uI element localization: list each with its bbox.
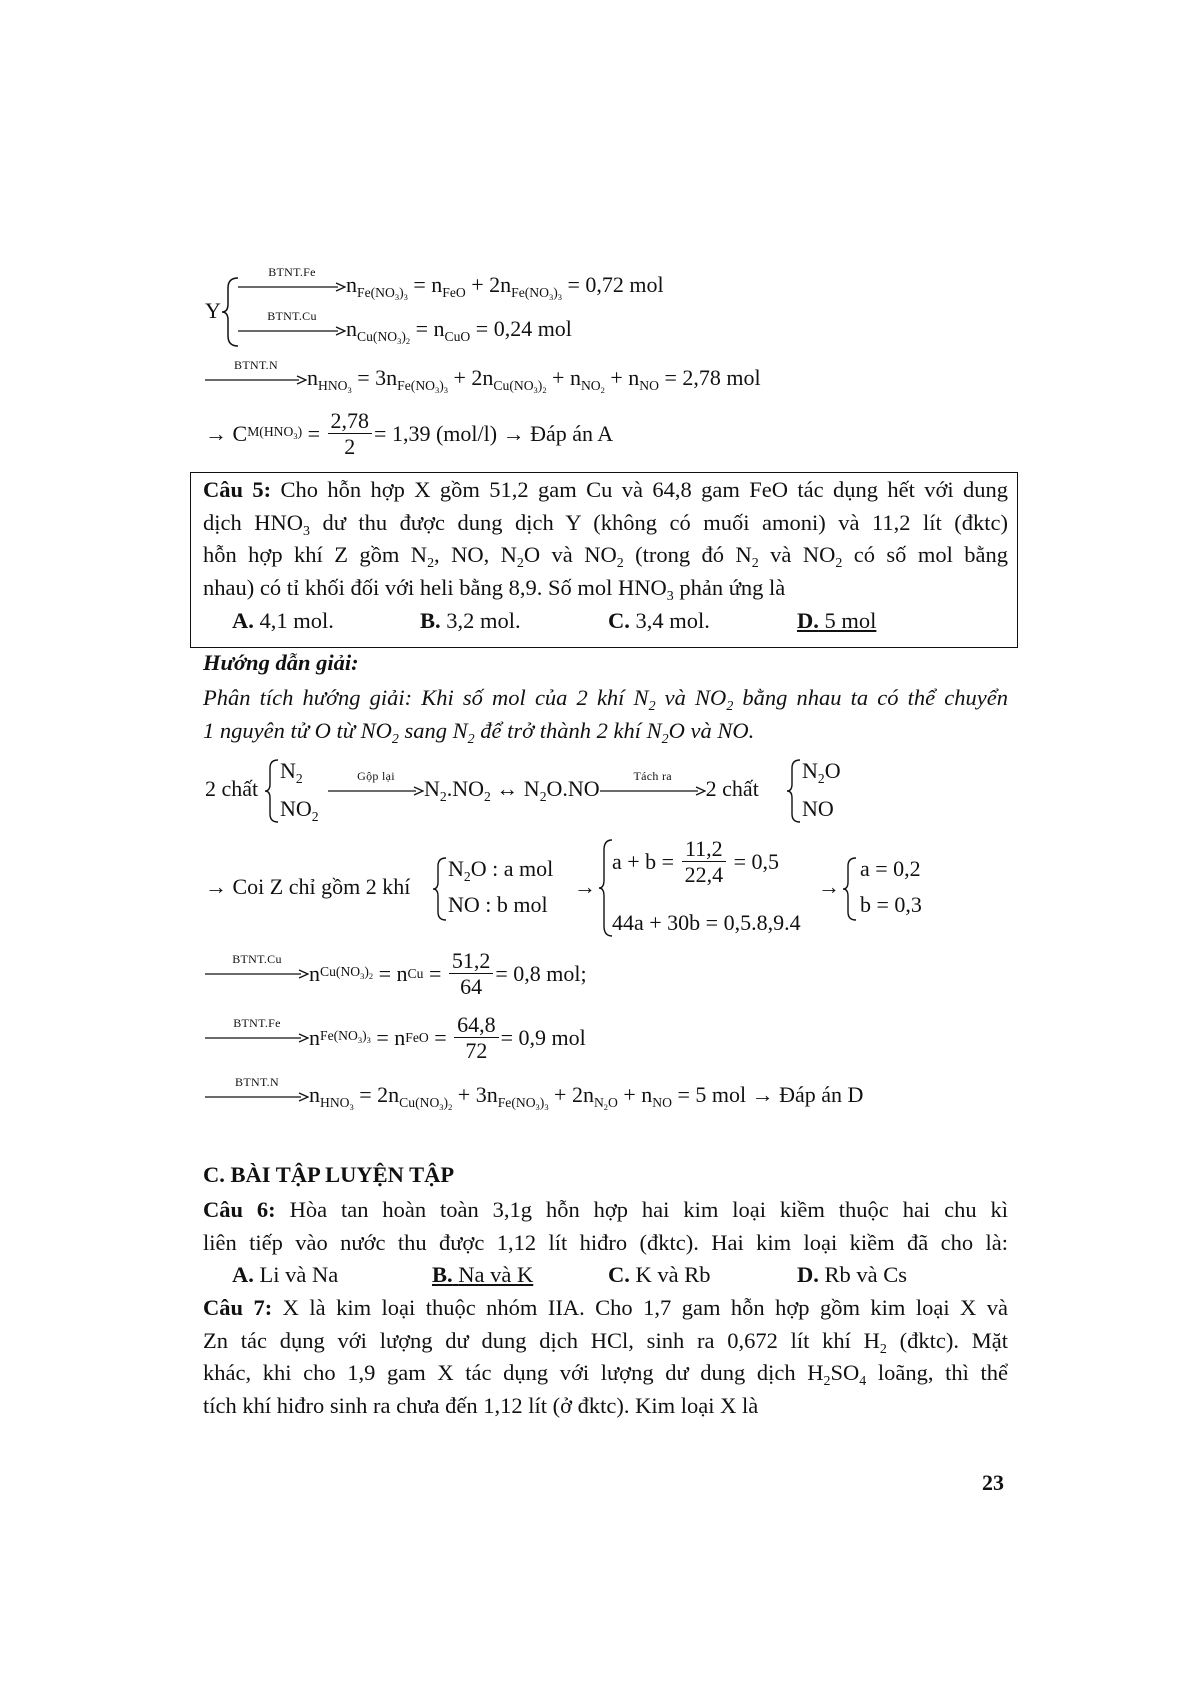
brace-result bbox=[842, 856, 858, 922]
n2o-a-mol: $N_2O$ : a mol bbox=[448, 856, 554, 884]
n2o-label: $N_2O$ bbox=[802, 758, 841, 786]
no-b-mol: NO : b mol bbox=[448, 892, 548, 917]
system-eq1: a + b = $\frac{11,2}{22,4}$ = 0,5 bbox=[612, 836, 780, 888]
arrow-to-system: → bbox=[574, 874, 596, 899]
no-label: NO bbox=[802, 796, 834, 821]
guide-analysis: Phân tích hướng giải: Khi số mol của 2 khí $N_2$ và $NO_2$ bằng nhau ta có thể chuyển 1 nguyên tử O từ $NO_2$ sang $N_2$ để trở thành 2 khí $N_2O$ và NO. bbox=[203, 685, 1009, 747]
system-eq2: 44a + 30b = 0,5.8,9.4 bbox=[612, 910, 801, 935]
btnt-n-equation: BTNT.N $n_{HNO_3} = 3n_{Fe(NO_3)_3} + 2n_{Cu(NO_3)_2} + n_{NO_2} + n_{NO} = 2,78$ mol bbox=[205, 365, 761, 391]
btnt-fe-equation: BTNT.Fe $n_{Fe(NO_3)_3} = n_{FeO} + 2n_{Fe(NO_3)_3} = 0,72$ mol bbox=[238, 272, 664, 298]
cau7-text: Câu 7: X là kim loại thuộc nhóm IIA. Cho 1,7 gam hỗn hợp gồm kim loại X và Zn tác dụng với lượng dư dung dịch HCl, sinh ra 0,672 lít khí $H_2$ (đktc). Mặt khác, khi cho 1,9 gam X tác dụng với lượng dư dung dịch $H_2SO_4$ loãng, thì thể tích khí hiđro sinh ra chưa đến 1,12 lít (ở đktc). Kim loại X là bbox=[203, 1295, 1008, 1418]
arrow-label-n: BTNT.N bbox=[234, 357, 278, 372]
cau6-option-c[interactable]: C. K và Rb bbox=[608, 1262, 711, 1287]
arrow-label-merge: Gộp lại bbox=[357, 768, 395, 783]
arrow-label-cu: BTNT.Cu bbox=[267, 308, 317, 323]
result-a: a = 0,2 bbox=[860, 856, 921, 881]
cau5-text: Câu 5: Cho hỗn hợp X gồm 51,2 gam Cu và 64,8 gam FeO tác dụng hết với dung dịch $HNO_3$ dư thu được dung dịch Y (không có muối amoni) và 11,2 lít (đktc) hỗn hợp khí Z gồm $N_2$, NO, $N_2O$ và $NO_2$ (trong đó $N_2$ và $NO_2$ có số mol bằng nhau) có tỉ khối đối với heli bằng 8,9. Số mol $HNO_3$ phản ứng là bbox=[203, 477, 1009, 604]
btnt-fe-equation-2: BTNT.Fe n $Fe(NO_3)_3$ = n FeO = $\frac{64,8}{72}$ = 0,9 mol bbox=[233, 1012, 586, 1064]
concentration-equation: → C $M(HNO_3)$ = $\frac{2,78}{2}$ = 1,39 (mol/l) → Đáp án A bbox=[205, 408, 614, 460]
arrow-label-split: Tách ra bbox=[633, 768, 672, 783]
btnt-cu-equation: BTNT.Cu $n_{Cu(NO_3)_2} = n_{CuO} = 0,24$ mol bbox=[238, 316, 572, 342]
cau6-option-a[interactable]: A. Li và Na bbox=[232, 1262, 339, 1287]
cm-fraction: $\frac{2,78}{2}$ bbox=[328, 408, 373, 460]
cau5-option-a[interactable]: A. 4,1 mol. bbox=[232, 608, 334, 633]
cau6-option-d[interactable]: D. Rb và Cs bbox=[797, 1262, 908, 1287]
btnt-cu-equation-2: BTNT.Cu n $Cu(NO_3)_2$ = n Cu = $\frac{51,2}{64}$ = 0,8 mol; bbox=[232, 948, 587, 1000]
answer-a-label: Đáp án A bbox=[530, 420, 614, 446]
section-c-title: C. BÀI TẬP LUYỆN TẬP bbox=[203, 1162, 455, 1187]
no2-label: $NO_2$ bbox=[280, 796, 319, 824]
page-number: 23 bbox=[982, 1470, 1004, 1495]
guide-heading: Hướng dẫn giải: bbox=[203, 650, 359, 675]
cau5-option-d-correct[interactable]: D. 5 mol bbox=[797, 608, 877, 633]
cau6-text: Câu 6: Hòa tan hoàn toàn 3,1g hỗn hợp hai kim loại kiềm thuộc hai chu kì liên tiếp vào nước thu được 1,12 lít hiđro (đktc). Hai kim loại kiềm đã cho là: bbox=[203, 1197, 1008, 1255]
n2-label: $N_2$ bbox=[280, 758, 303, 786]
cau5-option-c[interactable]: C. 3,4 mol. bbox=[608, 608, 710, 633]
cau6-option-b-correct[interactable]: B. Na và K bbox=[432, 1262, 534, 1287]
coi-z-label: → Coi Z chỉ gồm 2 khí bbox=[205, 874, 411, 899]
y-label: Y bbox=[205, 298, 221, 323]
brace-right-n2o bbox=[786, 758, 802, 824]
arrow-label-fe: BTNT.Fe bbox=[268, 264, 316, 279]
cau5-option-b[interactable]: B. 3,2 mol. bbox=[420, 608, 521, 633]
brace-left-n2 bbox=[264, 758, 280, 824]
brace-z bbox=[432, 856, 448, 922]
btnt-n-equation-2: BTNT.N $n_{HNO_3} = 2n_{Cu(NO_3)_2} + 3n_{Fe(NO_3)_3} + 2n_{N_2O} + n_{NO} = 5$ mol → Đáp án D bbox=[235, 1074, 864, 1112]
arrow-to-result: → bbox=[818, 874, 840, 899]
two-substances-left: 2 chất bbox=[205, 776, 259, 801]
merge-split-equation: Gộp lại $N_2.NO_2$ ↔ $N_2O.NO$ Tách ra 2 chất bbox=[328, 776, 759, 802]
result-b: b = 0,3 bbox=[860, 892, 922, 917]
answer-d-label: Đáp án D bbox=[779, 1082, 864, 1107]
